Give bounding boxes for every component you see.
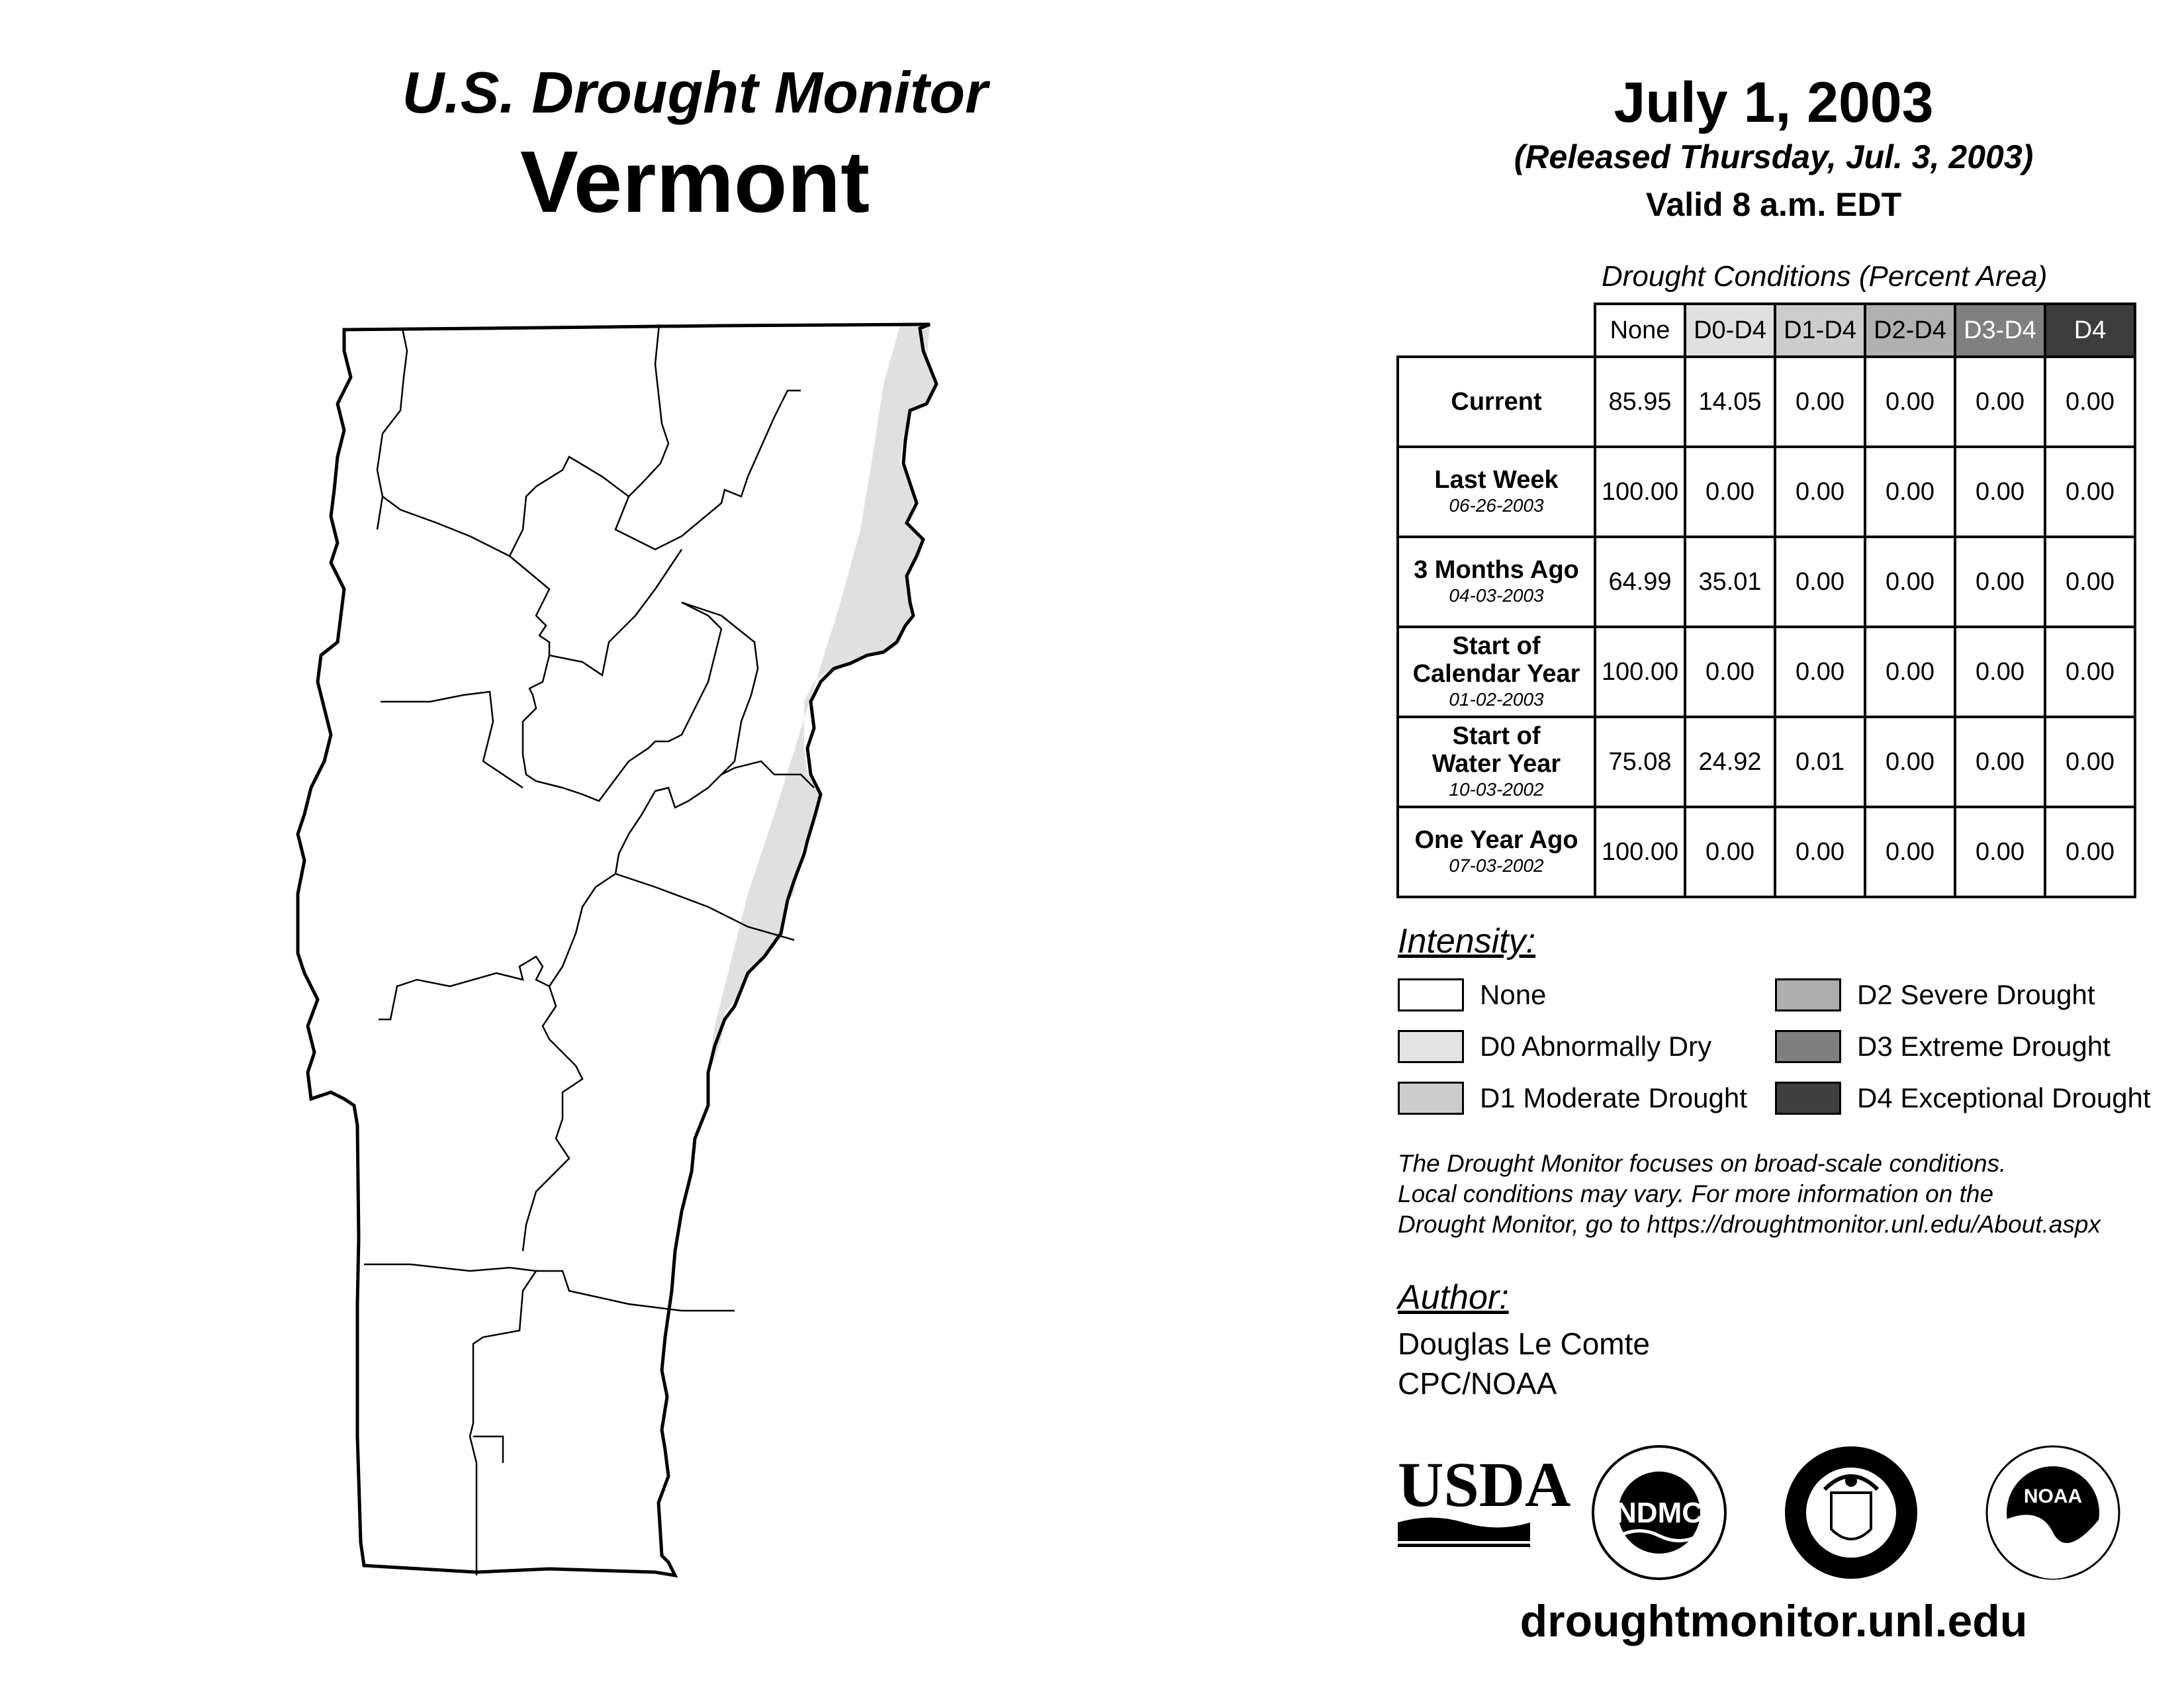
disclaimer (1398, 1149, 2179, 1240)
table-cell: 0.00 (1955, 357, 2045, 447)
table-cell: 0.00 (2045, 717, 2135, 807)
row-label-text-2: Calendar Year (1412, 660, 1580, 688)
table-cell: 0.00 (1775, 447, 1865, 537)
col-d2-d4: D2-D4 (1865, 304, 1955, 357)
legend-swatch (1775, 1082, 1841, 1115)
legend-swatch (1398, 1030, 1464, 1063)
row-label (1398, 717, 1595, 807)
col-d1-d4: D1-D4 (1775, 304, 1865, 357)
intensity-heading: Intensity: (1398, 922, 1536, 961)
table-cell: 35.01 (1685, 537, 1775, 627)
legend-item-d0 (1398, 1030, 1711, 1063)
row-date: 10-03-2002 (1449, 779, 1544, 800)
website-url[interactable]: droughtmonitor.unl.edu (1520, 1596, 2028, 1646)
row-label-text: 3 Months Ago (1414, 556, 1579, 584)
table-cell: 75.08 (1595, 717, 1685, 807)
table-cell: 100.00 (1595, 807, 1685, 897)
table-cell: 0.00 (1775, 357, 1865, 447)
legend-item-d3 (1775, 1030, 2111, 1063)
legend-label: D0 Abnormally Dry (1480, 1031, 1712, 1062)
table-header-row (1398, 304, 2135, 357)
valid-time: Valid 8 a.m. EDT (1645, 186, 1902, 223)
row-date: 01-02-2003 (1449, 689, 1544, 710)
legend-swatch (1775, 1030, 1841, 1063)
legend-swatch (1398, 1082, 1464, 1115)
table-cell: 0.00 (1955, 807, 2045, 897)
legend-item-none (1398, 978, 1546, 1011)
table-cell: 0.00 (2045, 807, 2135, 897)
author-name: Douglas Le Comte (1398, 1327, 1650, 1361)
partner-logos (1398, 1436, 2152, 1589)
ndmc-logo (1593, 1446, 1725, 1579)
col-d4: D4 (2045, 304, 2135, 357)
row-label (1398, 357, 1595, 447)
row-label-text: One Year Ago (1414, 826, 1578, 854)
disclaimer-line: The Drought Monitor focuses on broad-scale conditions. (1398, 1150, 2007, 1177)
noaa-text: NOAA (2023, 1485, 2083, 1507)
release-date: (Released Thursday, Jul. 3, 2003) (1514, 138, 2034, 175)
row-label-text-2: Water Year (1432, 750, 1561, 778)
table-row (1398, 447, 2135, 537)
table-cell: 0.00 (2045, 357, 2135, 447)
row-date: 04-03-2003 (1449, 585, 1544, 606)
row-label (1398, 807, 1595, 897)
row-label (1398, 447, 1595, 537)
table-cell: 85.95 (1595, 357, 1685, 447)
table-cell: 0.00 (2045, 537, 2135, 627)
table-cell: 0.00 (1955, 627, 2045, 717)
state-title: Vermont (520, 133, 870, 230)
legend-item-d4 (1775, 1082, 2151, 1115)
usda-logo (1398, 1449, 1570, 1547)
table-cell: 0.00 (2045, 447, 2135, 537)
legend-label: D4 Exceptional Drought (1857, 1082, 2151, 1113)
table-cell: 0.00 (1775, 807, 1865, 897)
table-cell: 14.05 (1685, 357, 1775, 447)
row-label-text: Last Week (1434, 466, 1559, 494)
row-label-text: Start of (1452, 632, 1541, 660)
d0-drought-area (708, 324, 936, 1072)
legend-swatch (1398, 978, 1464, 1011)
row-date: 06-26-2003 (1449, 495, 1544, 516)
title-block (371, 56, 1019, 235)
table-row (1398, 627, 2135, 717)
table-row (1398, 357, 2135, 447)
table-cell: 0.00 (1955, 447, 2045, 537)
legend-label: None (1480, 979, 1547, 1010)
table-cell: 24.92 (1685, 717, 1775, 807)
col-none: None (1595, 304, 1685, 357)
legend-label: D3 Extreme Drought (1857, 1031, 2111, 1062)
row-label (1398, 627, 1595, 717)
table-cell: 0.00 (1865, 627, 1955, 717)
disclaimer-line: Local conditions may vary. For more information on the (1398, 1180, 1994, 1207)
row-label-text: Start of (1452, 722, 1541, 750)
vermont-map (285, 311, 1118, 1622)
legend-item-d2 (1775, 978, 2095, 1011)
table-cell: 0.00 (1865, 447, 1955, 537)
usda-text: USDA (1398, 1449, 1571, 1520)
commerce-seal-logo (1785, 1446, 1917, 1579)
row-date: 07-03-2002 (1449, 855, 1544, 876)
table-cell: 0.00 (1775, 537, 1865, 627)
table-row (1398, 807, 2135, 897)
legend-label: D2 Severe Drought (1857, 979, 2095, 1010)
table-row (1398, 717, 2135, 807)
state-outline (298, 324, 936, 1575)
table-cell: 0.00 (1955, 537, 2045, 627)
table-cell: 64.99 (1595, 537, 1685, 627)
table-cell: 0.00 (1685, 627, 1775, 717)
row-label (1398, 537, 1595, 627)
table-cell: 100.00 (1595, 447, 1685, 537)
monitor-title: U.S. Drought Monitor (402, 60, 988, 125)
date-block (1443, 70, 2105, 231)
disclaimer-line: Drought Monitor, go to https://droughtmonitor.unl.edu/About.aspx (1398, 1211, 2101, 1238)
row-label-text: Current (1451, 388, 1542, 416)
col-d3-d4: D3-D4 (1955, 304, 2045, 357)
table-cell: 0.01 (1775, 717, 1865, 807)
ndmc-text: NDMC (1615, 1497, 1703, 1529)
legend-swatch (1775, 978, 1841, 1011)
col-d0-d4: D0-D4 (1685, 304, 1775, 357)
legend-label: D1 Moderate Drought (1480, 1082, 1747, 1113)
table-cell: 0.00 (2045, 627, 2135, 717)
noaa-logo (1987, 1446, 2119, 1579)
table-cell: 0.00 (1685, 807, 1775, 897)
table-cell: 0.00 (1775, 627, 1865, 717)
table-corner (1398, 304, 1595, 357)
map-date: July 1, 2003 (1614, 71, 1934, 134)
author-heading: Author: (1398, 1278, 1509, 1317)
table-caption: Drought Conditions (Percent Area) (1602, 260, 2048, 293)
legend-item-d1 (1398, 1082, 1747, 1115)
drought-conditions-table (1396, 303, 2136, 898)
table-cell: 0.00 (1685, 447, 1775, 537)
table-cell: 0.00 (1955, 717, 2045, 807)
table-row (1398, 537, 2135, 627)
author-org: CPC/NOAA (1398, 1366, 1557, 1401)
table-cell: 0.00 (1865, 717, 1955, 807)
table-cell: 100.00 (1595, 627, 1685, 717)
table-cell: 0.00 (1865, 537, 1955, 627)
table-cell: 0.00 (1865, 357, 1955, 447)
table-cell: 0.00 (1865, 807, 1955, 897)
